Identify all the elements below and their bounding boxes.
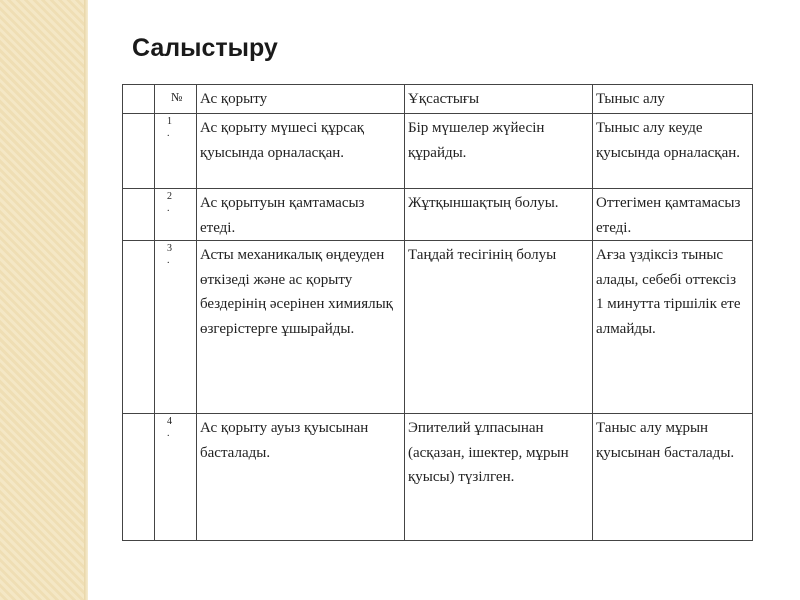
cell-digestion: Ас қорыту ауыз қуысынан басталады. bbox=[197, 414, 405, 541]
table-row bbox=[123, 189, 753, 241]
cell-digestion: Асты механикалық өңдеуден өткізеді және ас қорыту бездерінің әсерінен химиялық өзгерістерге ұшырайды. bbox=[197, 241, 405, 414]
table-row bbox=[123, 241, 753, 414]
decorative-side-band bbox=[0, 0, 88, 600]
cell-digestion: Ас қорыту мүшесі құрсақ қуысында орналасқан. bbox=[197, 114, 405, 189]
page-title: Салыстыру bbox=[132, 34, 278, 62]
cell-similarity: Эпителий ұлпасынан (асқазан, ішектер, мұрын қуысы) түзілген. bbox=[405, 414, 593, 541]
cell-similarity: Жұтқыншақтың болуы. bbox=[405, 189, 593, 241]
cell-respiration: Оттегімен қамтамасыз етеді. bbox=[593, 189, 753, 241]
cell-similarity: Бір мүшелер жүйесін құрайды. bbox=[405, 114, 593, 189]
header-digestion: Ас қорыту bbox=[197, 85, 405, 114]
header-number: № bbox=[155, 85, 197, 114]
empty-cell bbox=[123, 414, 155, 541]
cell-respiration: Ағза үздіксіз тыныс алады, себебі оттексіз 1 минутта тіршілік ете алмайды. bbox=[593, 241, 753, 414]
row-number: 2 . bbox=[155, 189, 197, 241]
table-row bbox=[123, 114, 753, 189]
row-number: 3 . bbox=[155, 241, 197, 414]
comparison-table bbox=[122, 84, 753, 541]
cell-respiration: Таныс алу мұрын қуысынан басталады. bbox=[593, 414, 753, 541]
empty-cell bbox=[123, 189, 155, 241]
row-number: 4 . bbox=[155, 414, 197, 541]
empty-cell bbox=[123, 241, 155, 414]
cell-digestion: Ас қорытуын қамтамасыз етеді. bbox=[197, 189, 405, 241]
empty-cell bbox=[123, 85, 155, 114]
header-respiration: Тыныс алу bbox=[593, 85, 753, 114]
table-header-row bbox=[123, 85, 753, 114]
row-number: 1 . bbox=[155, 114, 197, 189]
cell-similarity: Таңдай тесігінің болуы bbox=[405, 241, 593, 414]
header-similarity: Ұқсастығы bbox=[405, 85, 593, 114]
cell-respiration: Тыныс алу кеуде қуысында орналасқан. bbox=[593, 114, 753, 189]
empty-cell bbox=[123, 114, 155, 189]
table-row bbox=[123, 414, 753, 541]
